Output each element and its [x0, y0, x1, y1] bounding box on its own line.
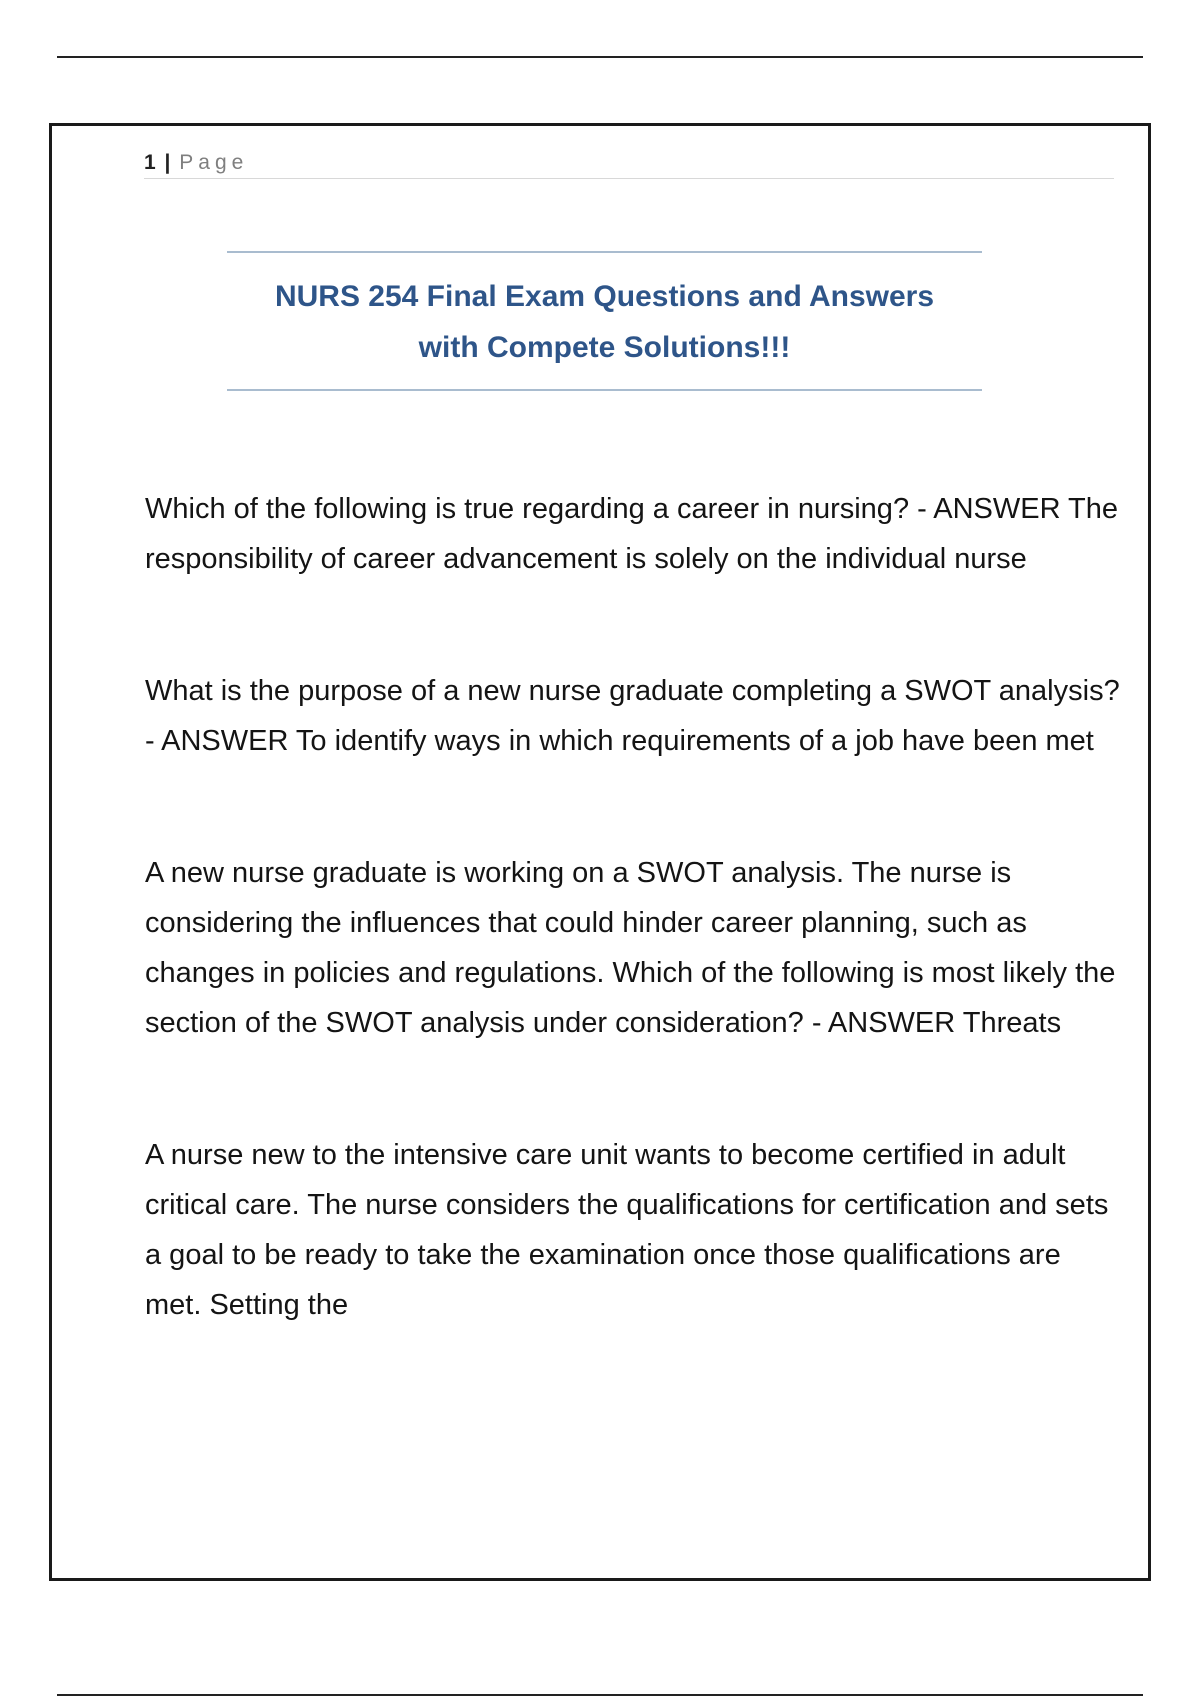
document-page — [49, 123, 1151, 1581]
page-separator: | — [164, 151, 171, 174]
qa-item-4: A nurse new to the intensive care unit wants to become certified in adult critical care. The nurse considers the qualifications for certification and sets a goal to be ready to take the examination once those qualifications are met. Setting the — [145, 1139, 1109, 1321]
qa-item-3: A new nurse graduate is working on a SWOT analysis. The nurse is considering the influences that could hinder career planning, such as changes in policies and regulations. Which of the following is most likely the section of the SWOT analysis under consideration? - ANSWER Threats — [145, 857, 1116, 1039]
page-header — [144, 148, 1114, 179]
title-line-1: NURS 254 Final Exam Questions and Answers — [274, 280, 935, 313]
top-rule — [57, 56, 1143, 58]
qa-item-1: Which of the following is true regarding a career in nursing? - ANSWER The responsibility of career advancement is solely on the individual nurse — [145, 493, 1119, 575]
qa-item-2: What is the purpose of a new nurse graduate completing a SWOT analysis? - ANSWER To identify ways in which requirements of a job have been met — [145, 675, 1120, 757]
title-line-2: with Compete Solutions!!! — [418, 331, 791, 364]
bottom-rule — [57, 1694, 1143, 1696]
qa-list — [145, 484, 1120, 1412]
page-label: Page — [179, 151, 249, 174]
title-block — [227, 251, 982, 391]
page-number: 1 — [144, 151, 156, 174]
